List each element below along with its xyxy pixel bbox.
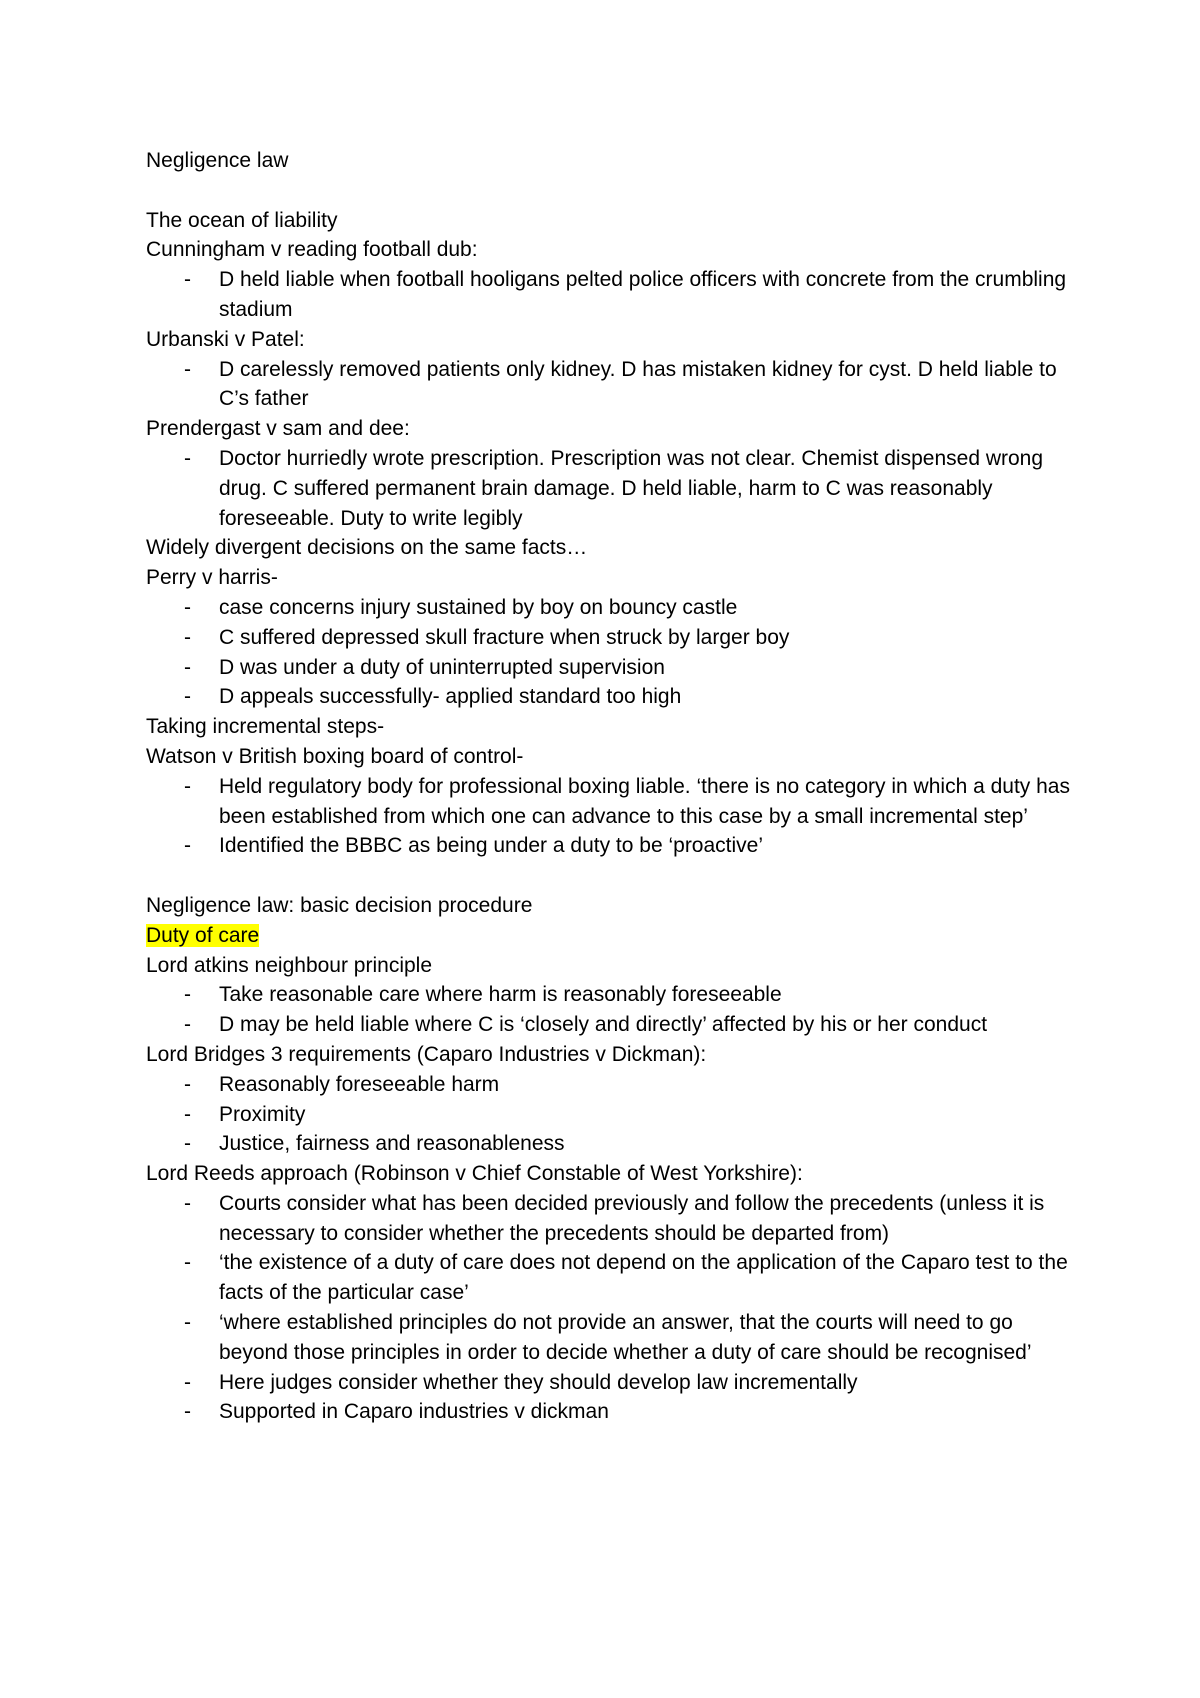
case-heading-urbanski: Urbanski v Patel: [146,327,305,351]
dash-marker: - [184,1400,191,1424]
bullet-text: Reasonably foreseeable harm [219,1072,500,1096]
list-item [146,1070,1086,1100]
dash-marker: - [184,1102,191,1126]
bullet-text: D held liable when football hooligans pelted police officers with concrete from the crumbling stadium [219,268,1067,321]
case-heading-watson: Watson v British boxing board of control- [146,744,524,768]
reed-points [146,1189,1086,1427]
list-item [146,593,1086,623]
list-item [146,1397,1086,1427]
dash-marker: - [184,446,191,470]
dash-marker: - [184,1370,191,1394]
bullet-text: D appeals successfully- applied standard too high [219,685,682,709]
dash-marker: - [184,1191,191,1215]
list-item [146,1010,1086,1040]
dash-marker: - [184,1072,191,1096]
list-item [146,265,1086,325]
dash-marker: - [184,655,191,679]
case-heading-atkin: Lord atkins neighbour principle [146,953,433,977]
bullet-text: Identified the BBBC as being under a duty to be ‘proactive’ [219,834,764,858]
bullet-text: Courts consider what has been decided previously and follow the precedents (unless it is necessary to consider whether the precedents should be departed from) [219,1191,1045,1245]
document-page [146,146,1086,1427]
list-item [146,653,1086,683]
list-item [146,444,1086,533]
case-heading-perry: Perry v harris- [146,566,278,590]
dash-marker: - [184,1251,191,1275]
list-item [146,355,1086,415]
list-item [146,623,1086,653]
list-item [146,980,1086,1010]
dash-marker: - [184,595,191,619]
cunningham-points [146,265,1086,325]
duty-of-care-line [146,921,1086,951]
list-item [146,1248,1086,1308]
list-item [146,1129,1086,1159]
list-item [146,1308,1086,1368]
dash-marker: - [184,1013,191,1037]
dash-marker: - [184,625,191,649]
blank-line [146,176,1086,206]
dash-marker: - [184,1311,191,1335]
bullet-text: D carelessly removed patients only kidney. D has mistaken kidney for cyst. D held liable to C’s father [219,357,1057,411]
bullet-text: C suffered depressed skull fracture when struck by larger boy [219,625,790,649]
dash-marker: - [184,357,191,381]
dash-marker: - [184,1132,191,1156]
list-item [146,1100,1086,1130]
document-title: Negligence law [146,149,289,172]
bullet-text: D was under a duty of uninterrupted supervision [219,655,665,679]
list-item [146,1189,1086,1249]
bridges-points [146,1070,1086,1159]
dash-marker: - [184,774,191,798]
bullet-text: case concerns injury sustained by boy on bouncy castle [219,595,738,619]
bullet-text: D may be held liable where C is ‘closely and directly’ affected by his or her conduct [219,1013,988,1037]
case-heading-bridges: Lord Bridges 3 requirements (Caparo Industries v Dickman): [146,1042,707,1066]
urbanski-points [146,355,1086,415]
bullet-text: Justice, fairness and reasonableness [219,1132,565,1156]
atkin-points [146,980,1086,1040]
list-item [146,831,1086,861]
watson-points [146,772,1086,861]
case-heading-cunningham: Cunningham v reading football dub: [146,238,478,262]
highlighted-text: Duty of care [146,923,260,947]
bullet-text: Take reasonable care where harm is reasonably foreseeable [219,983,782,1007]
bullet-text: ‘the existence of a duty of care does not depend on the application of the Caparo test to the facts of the particular case’ [219,1251,1068,1305]
prendergast-points [146,444,1086,533]
case-heading-prendergast: Prendergast v sam and dee: [146,417,410,441]
list-item [146,772,1086,832]
blank-line [146,861,1086,891]
dash-marker: - [184,268,191,292]
incremental-steps-line: Taking incremental steps- [146,715,385,739]
dash-marker: - [184,834,191,858]
list-item [146,682,1086,712]
list-item [146,1368,1086,1398]
bullet-text: Held regulatory body for professional boxing liable. ‘there is no category in which a duty has been established from which one can advance to this case by a small incremental step’ [219,774,1070,828]
bullet-text: Proximity [219,1102,306,1126]
bullet-text: Doctor hurriedly wrote prescription. Prescription was not clear. Chemist dispensed wrong drug. C suffered permanent brain damage. D held liable, harm to C was reasonably foreseeable. Duty to write legibly [219,446,1044,530]
section-heading-ocean: The ocean of liability [146,208,338,232]
section-heading-procedure: Negligence law: basic decision procedure [146,893,533,917]
bullet-text: Supported in Caparo industries v dickman [219,1400,609,1424]
divergent-decisions-line: Widely divergent decisions on the same facts… [146,536,588,560]
dash-marker: - [184,983,191,1007]
bullet-text: Here judges consider whether they should develop law incrementally [219,1370,858,1394]
perry-points [146,593,1086,712]
case-heading-reed: Lord Reeds approach (Robinson v Chief Constable of West Yorkshire): [146,1162,803,1186]
dash-marker: - [184,685,191,709]
bullet-text: ‘where established principles do not provide an answer, that the courts will need to go beyond those principles in order to decide whether a duty of care should be recognised’ [219,1311,1032,1364]
